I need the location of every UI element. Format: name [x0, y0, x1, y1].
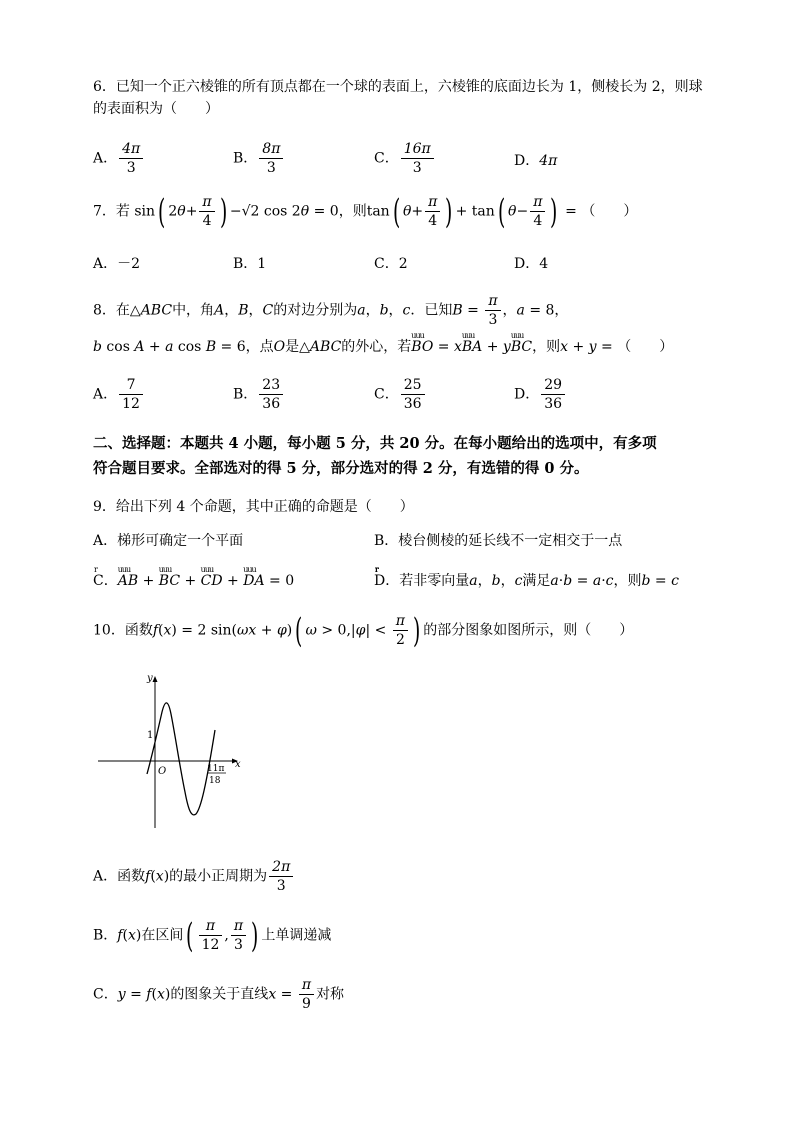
q10-option-b: B．f(x)在区间( $\frac{\pi}{12}$ , $\frac{\pi}{3}$ ) 上单调递减 — [93, 915, 332, 956]
q8-option-d: D． $\frac{29}{36}$ — [514, 376, 567, 413]
q6-option-b: B． $\frac{8\pi}{3}$ — [233, 140, 285, 177]
x-axis-label: x — [235, 759, 241, 770]
x-tick-numerator: 11π — [207, 764, 225, 774]
q8-option-a: A． $\frac{7}{12}$ — [93, 376, 145, 413]
q10-option-c: C．y = f(x)的图象关于直线x = $\frac{\pi}{9}$ 对称 — [93, 977, 345, 1012]
y-axis-label: y — [147, 673, 153, 684]
q8-option-b: B． $\frac{23}{36}$ — [233, 376, 285, 413]
q7-option-d: D．4 — [514, 256, 549, 272]
y-axis-arrow — [153, 676, 158, 682]
q8-line1: 8．在△ABC中，角A，B，C的对边分别为a，b，c．已知B = $\frac{\pi}{3}$ ，a = 8， — [93, 293, 569, 328]
q9-stem: 9．给出下列 4 个命题，其中正确的命题是（ ） — [93, 499, 414, 515]
q6-stem-line1: 6．已知一个正六棱锥的所有顶点都在一个球的表面上，六棱锥的底面边长为 1，侧棱长为 2，则球 — [93, 79, 703, 95]
section2-heading-line1: 二、选择题：本题共 4 小题，每小题 5 分，共 20 分。在每小题给出的选项中，有多项 — [93, 435, 657, 452]
q10-graph — [95, 668, 255, 833]
q10-stem: 10．函数f(x) = 2 sin(ωx + φ)( ω > 0,|φ| < $\frac{\pi}{2}$ ) 的部分图象如图所示，则（ ） — [93, 610, 634, 651]
q8-option-c: C． $\frac{25}{36}$ — [374, 376, 427, 413]
q7-stem: 7．若 sin( 2θ+ $\frac{\pi}{4}$ ) −√2 cos 2θ = 0，则tan( θ+ $\frac{\pi}{4}$ ) + tan( θ− $\frac{\pi}{4}$ ) = （ ） — [93, 191, 638, 232]
q7-option-a: A．－2 — [93, 256, 141, 272]
q10-option-a: A．函数f(x)的最小正周期为 $\frac{2\pi}{3}$ — [93, 858, 295, 895]
origin-label: O — [158, 766, 167, 777]
q9-option-a: A．梯形可确定一个平面 — [93, 533, 244, 549]
q9-option-b: B．棱台侧棱的延长线不一定相交于一点 — [374, 533, 623, 549]
y-tick-label: 1 — [147, 730, 154, 741]
q9-option-c: C．uuu AB + uuu BC + uuu CD + uuu DA = r 0 — [93, 570, 294, 592]
q9-option-d: D．若非零向量r a，r b，r c满足r a·r b = r a·r c，则r b = r c — [374, 570, 679, 592]
q7-option-b: B．1 — [233, 256, 267, 272]
q6-option-c: C． $\frac{16\pi}{3}$ — [374, 140, 436, 177]
q7-option-c: C．2 — [374, 256, 408, 272]
q8-line2: b cos A + a cos B = 6，点O是△ABC的外心，若uuu BO = xuuu BA + yuuu BC，则x + y = （ ） — [93, 336, 673, 358]
q6-option-a: A． $\frac{4\pi}{3}$ — [93, 140, 145, 177]
section2-heading-line2: 符合题目要求。全部选对的得 5 分，部分选对的得 2 分，有选错的得 0 分。 — [93, 460, 589, 477]
q6-stem-line2: 的表面积为（ ） — [93, 101, 219, 117]
q6-option-d: D．4π — [514, 153, 558, 169]
sine-curve — [147, 703, 215, 815]
x-tick-denominator: 18 — [209, 776, 221, 786]
